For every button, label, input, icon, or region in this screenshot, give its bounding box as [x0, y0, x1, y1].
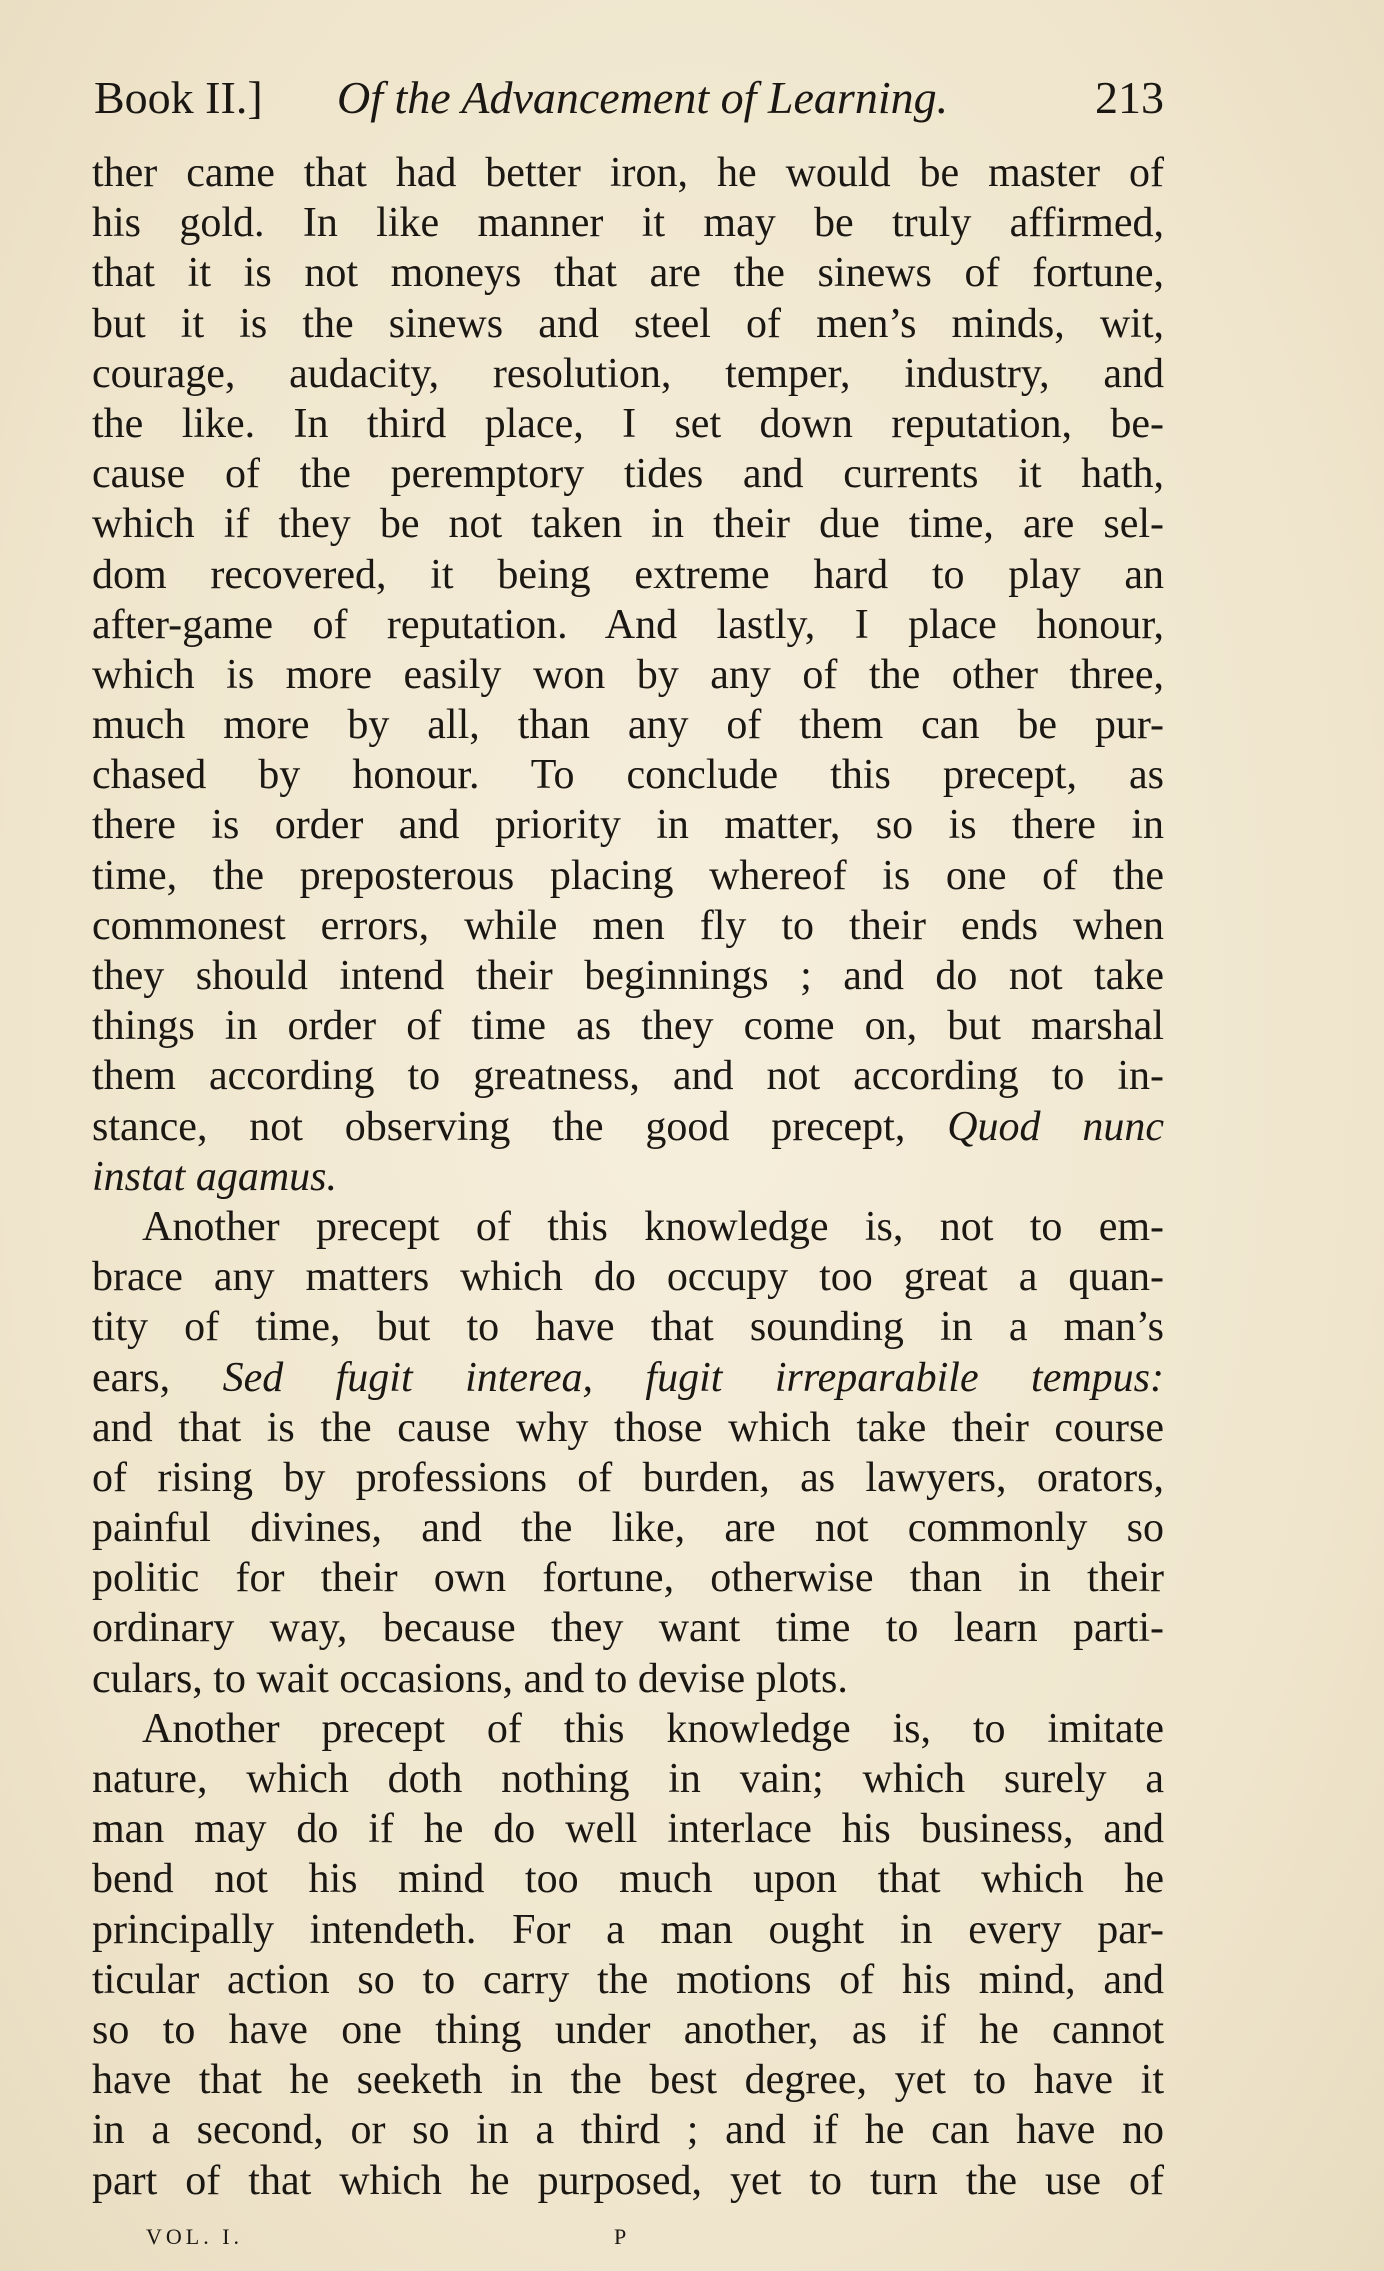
latin-quote: Quod nunc: [947, 1103, 1164, 1150]
signature-mark: P: [614, 2224, 631, 2249]
text-line: the like. In third place, I set down reputation, be-: [92, 400, 1164, 447]
text-line: man may do if he do well interlace his business, and: [92, 1806, 1164, 1853]
text-line: his gold. In like manner it may be truly affirmed,: [92, 200, 1164, 247]
header-book: Book II.]: [94, 72, 263, 123]
header-title: Of the Advancement of Learning.: [337, 72, 949, 123]
text-line: nature, which doth nothing in vain; which surely a: [92, 1756, 1164, 1802]
paragraph-start: Another precept of this knowledge is, not to em-: [142, 1203, 1164, 1250]
text-line: and that is the cause why those which take their course: [92, 1404, 1164, 1451]
text-line: things in order of time as they come on, but marshal: [92, 1003, 1164, 1050]
text-line: ticular action so to carry the motions of his mind, and: [92, 1956, 1164, 2003]
text-line: courage, audacity, resolution, temper, industry, and: [92, 350, 1164, 397]
text-segment: stance, not observing the good precept,: [92, 1103, 906, 1150]
text-line: but it is the sinews and steel of men’s minds, wit,: [92, 300, 1164, 347]
text-line: that it is not moneys that are the sinews of fortune,: [92, 250, 1164, 297]
text-line: there is order and priority in matter, so is there in: [92, 802, 1164, 849]
latin-quote: Sed fugit interea, fugit irreparabile tempus:: [222, 1354, 1164, 1401]
latin-quote: instat agamus.: [92, 1153, 338, 1200]
text-line: painful divines, and the like, are not commonly so: [92, 1505, 1164, 1552]
text-line: [92, 1353, 1164, 1403]
text-line: tity of time, but to have that sounding in a man’s: [92, 1304, 1164, 1351]
text-line: cause of the peremptory tides and currents it hath,: [92, 451, 1164, 498]
text-line: they should intend their beginnings ; and do not take: [92, 953, 1164, 999]
text-line: chased by honour. To conclude this precept, as: [92, 752, 1164, 799]
text-line: them according to greatness, and not according to in-: [92, 1053, 1164, 1100]
text-line: bend not his mind too much upon that which he: [92, 1856, 1164, 1903]
page-number: 213: [1095, 72, 1164, 123]
text-line: which if they be not taken in their due time, are sel-: [92, 501, 1164, 548]
text-line: principally intendeth. For a man ought in every par-: [92, 1906, 1164, 1953]
text-line: time, the preposterous placing whereof is one of the: [92, 852, 1164, 899]
text-line: culars, to wait occasions, and to devise plots.: [92, 1655, 848, 1702]
text-line: dom recovered, it being extreme hard to play an: [92, 551, 1164, 598]
text-line: so to have one thing under another, as if he cannot: [92, 2006, 1164, 2053]
text-line: much more by all, than any of them can be pur-: [92, 702, 1164, 749]
text-line: commonest errors, while men fly to their ends when: [92, 902, 1164, 949]
text-line: brace any matters which do occupy too great a quan-: [92, 1254, 1164, 1301]
body-text: [92, 148, 1164, 2206]
text-line: which is more easily won by any of the other three,: [92, 651, 1164, 698]
paragraph-start: Another precept of this knowledge is, to imitate: [142, 1705, 1164, 1752]
text-line: ther came that had better iron, he would be master of: [92, 150, 1164, 196]
text-line: after-game of reputation. And lastly, I place honour,: [92, 601, 1164, 648]
volume-mark: VOL. I.: [146, 2224, 244, 2249]
text-line: in a second, or so in a third ; and if he can have no: [92, 2107, 1164, 2154]
text-line: ordinary way, because they want time to learn parti-: [92, 1605, 1164, 1652]
running-header: [94, 68, 1164, 128]
text-line: politic for their own fortune, otherwise than in their: [92, 1555, 1164, 1602]
text-line: have that he seeketh in the best degree, yet to have it: [92, 2057, 1164, 2104]
text-line: [92, 1102, 1164, 1152]
text-line: part of that which he purposed, yet to turn the use of: [92, 2157, 1164, 2204]
text-line: of rising by professions of burden, as lawyers, orators,: [92, 1454, 1164, 1501]
text-line: [92, 1152, 1164, 1202]
text-segment: ears,: [92, 1354, 171, 1401]
